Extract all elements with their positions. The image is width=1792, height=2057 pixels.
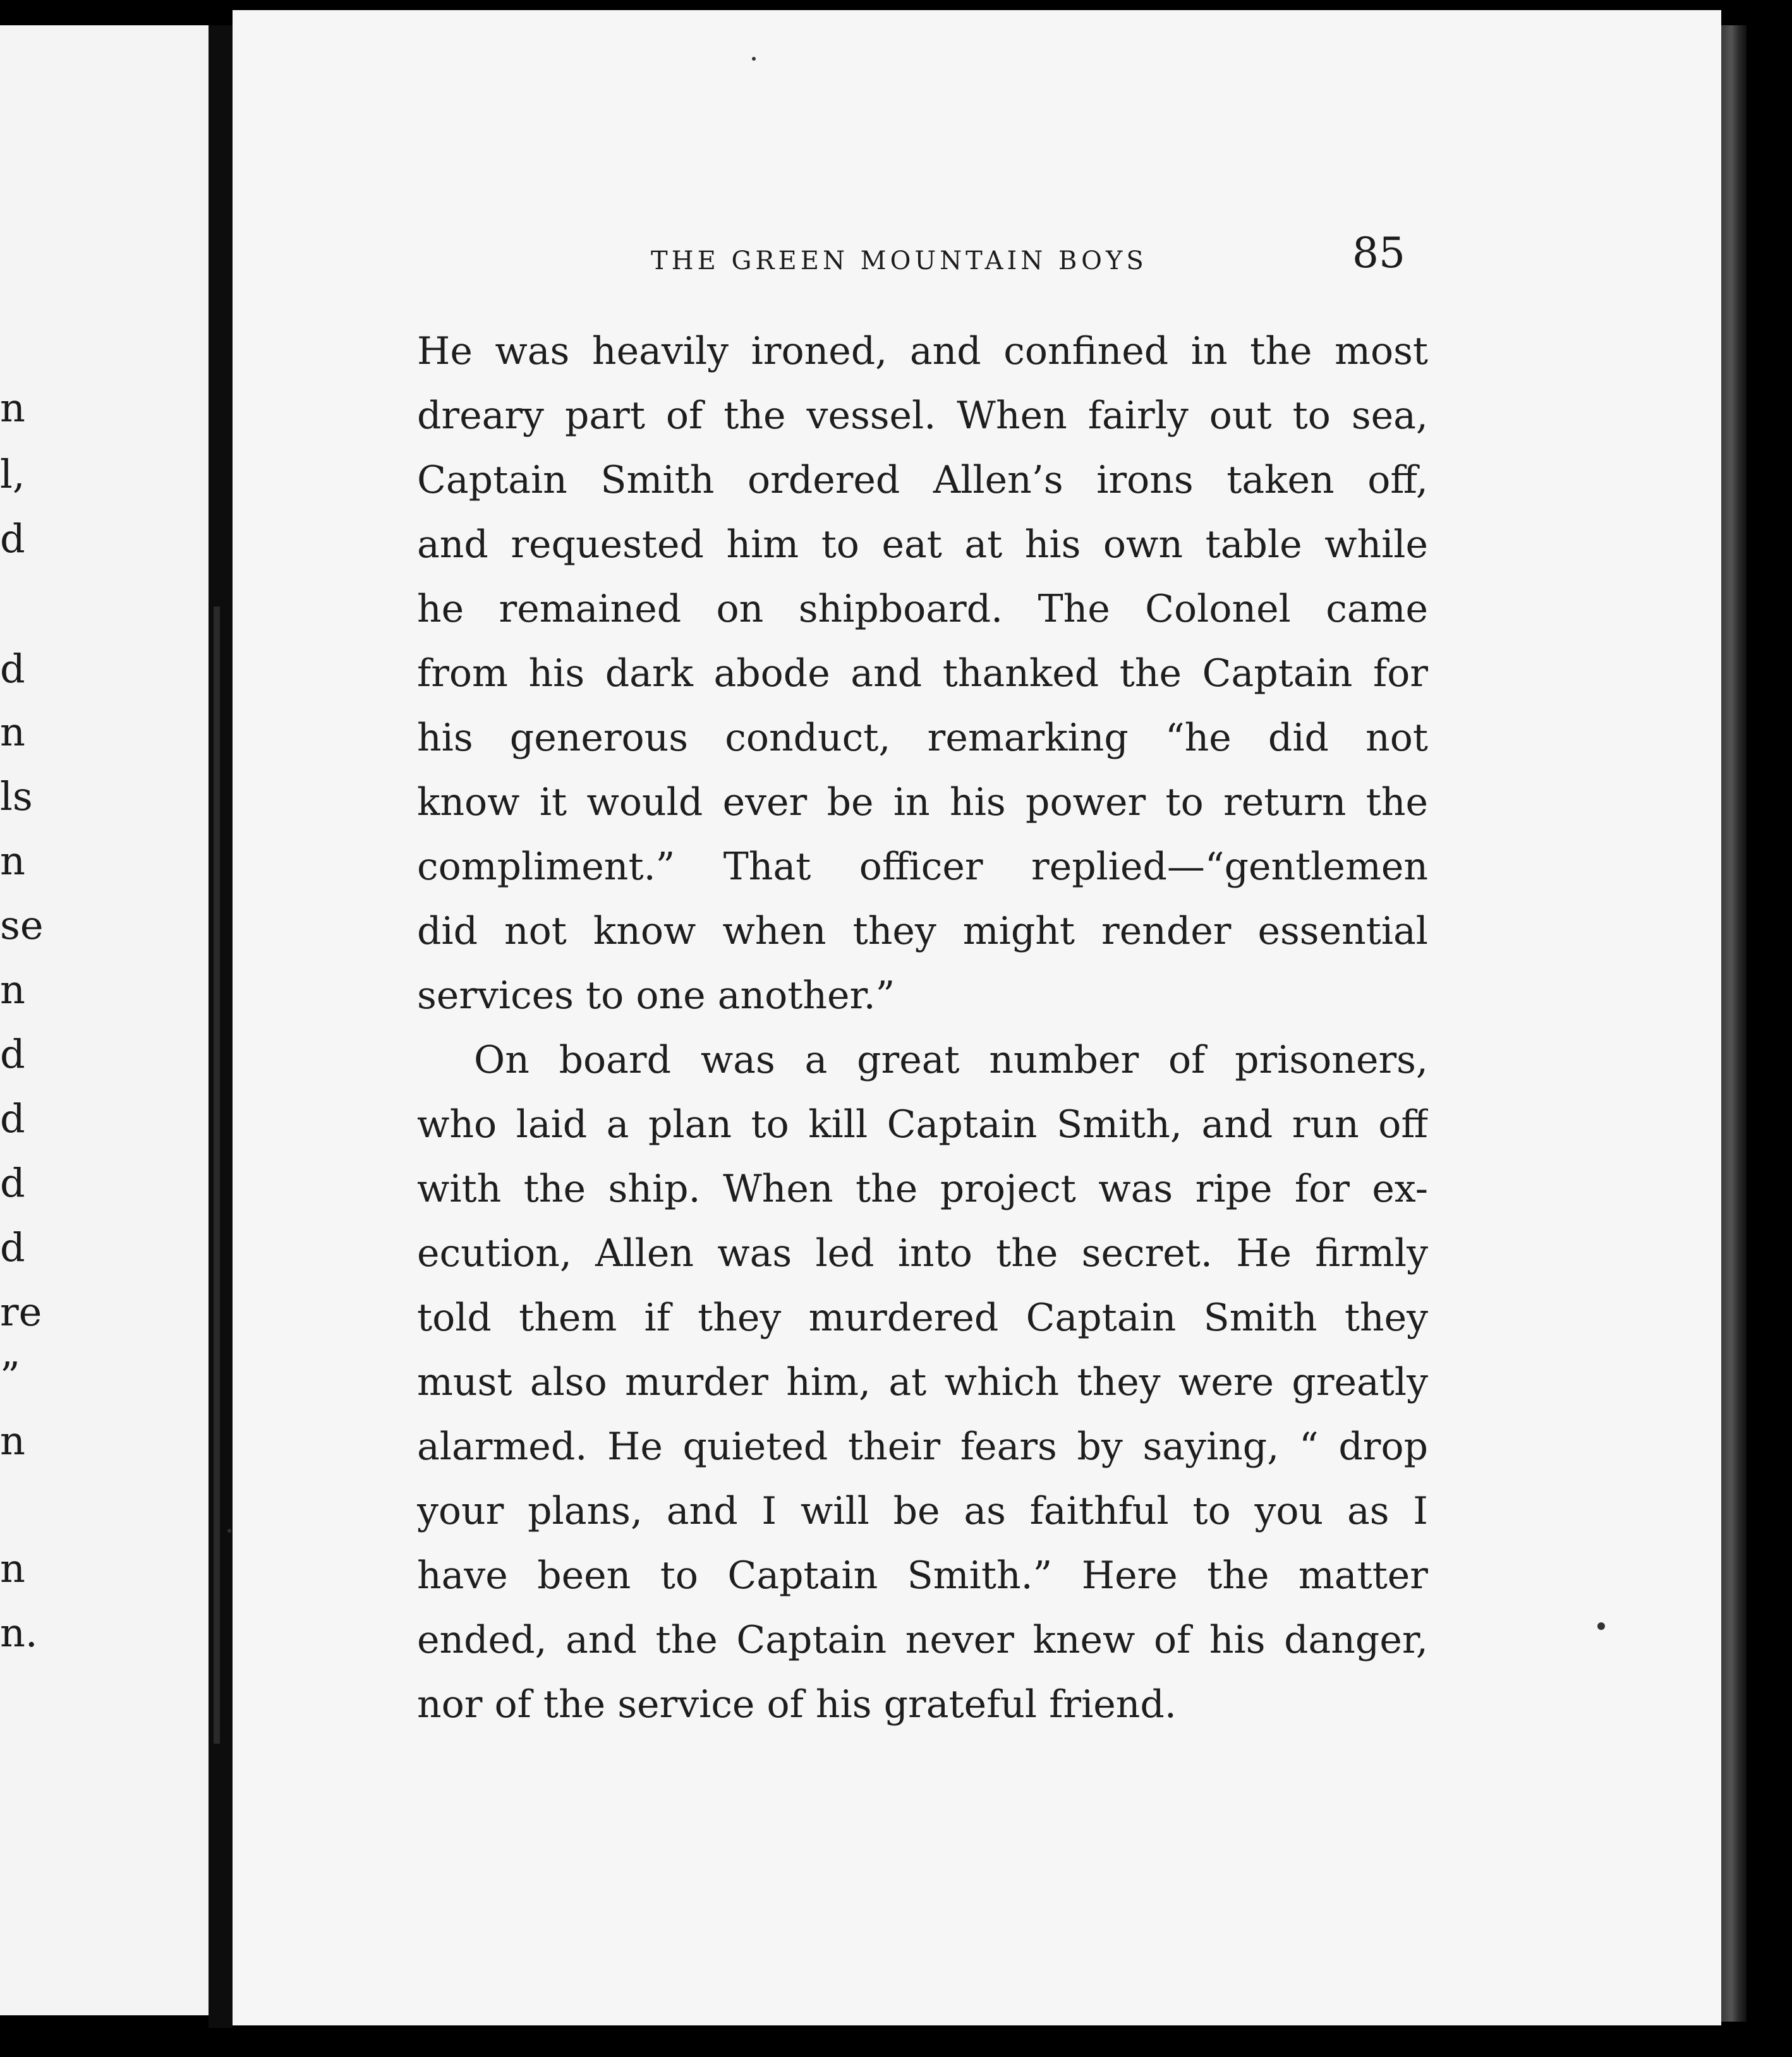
dust-speck	[227, 1529, 231, 1533]
running-head: THE GREEN MOUNTAIN BOYS	[651, 246, 1147, 275]
text-line: know it would ever be in his power to return the	[417, 780, 1428, 824]
page-edge	[1721, 25, 1747, 2022]
left-page-fragment: d	[0, 1224, 25, 1270]
left-page-fragment: n	[0, 385, 25, 431]
text-line: your plans, and I will be as faithful to you as I	[417, 1489, 1428, 1533]
text-line: have been to Captain Smith.” Here the matter	[417, 1553, 1428, 1598]
gutter-shadow	[214, 606, 220, 1744]
text-line: his generous conduct, remarking “he did not	[417, 716, 1428, 760]
text-line: told them if they murdered Captain Smith they	[417, 1296, 1428, 1340]
dust-speck	[1597, 1622, 1605, 1630]
text-line: ecution, Allen was led into the secret. He firmly	[417, 1231, 1428, 1276]
text-line: he remained on shipboard. The Colonel came	[417, 587, 1428, 631]
book-gutter	[209, 25, 233, 2028]
page-number: 85	[1352, 229, 1405, 277]
text-line: must also murder him, at which they were greatly	[417, 1360, 1428, 1404]
left-page-fragment: ls	[0, 773, 33, 819]
text-line: nor of the service of his grateful friend.	[417, 1682, 1177, 1727]
left-page-fragment: n	[0, 967, 25, 1013]
text-line: did not know when they might render essential	[417, 909, 1428, 953]
left-page-fragment: d	[0, 1095, 25, 1142]
text-line: who laid a plan to kill Captain Smith, and run off	[417, 1102, 1428, 1147]
text-line: dreary part of the vessel. When fairly out to sea,	[417, 394, 1428, 438]
paragraph-2	[417, 1028, 1428, 1737]
text-line: ended, and the Captain never knew of his danger,	[417, 1618, 1428, 1662]
left-page-fragment: n	[0, 1418, 25, 1464]
left-page	[0, 25, 209, 2015]
body-text	[417, 319, 1428, 1737]
text-line: On board was a great number of prisoners,	[474, 1038, 1428, 1082]
left-page-fragment: d	[0, 516, 25, 562]
text-line: He was heavily ironed, and confined in the most	[417, 329, 1428, 373]
text-line: Captain Smith ordered Allen’s irons taken off,	[417, 458, 1428, 502]
left-page-fragment: d	[0, 1160, 25, 1206]
paragraph-1	[417, 319, 1428, 1028]
text-line: with the ship. When the project was ripe for ex-	[417, 1167, 1428, 1211]
text-line: from his dark abode and thanked the Captain for	[417, 651, 1428, 696]
left-page-fragment: ”	[0, 1353, 20, 1399]
left-page-fragment: d	[0, 1031, 25, 1077]
left-page-fragment: n	[0, 709, 25, 755]
text-line: services to one another.”	[417, 974, 895, 1018]
left-page-fragment: re	[0, 1289, 42, 1335]
text-line: and requested him to eat at his own table while	[417, 522, 1428, 567]
text-line: alarmed. He quieted their fears by saying, “ drop	[417, 1425, 1428, 1469]
left-page-fragment: d	[0, 646, 25, 692]
left-page-fragment: l,	[0, 451, 25, 497]
dust-speck	[752, 57, 756, 61]
left-page-fragment: se	[0, 902, 44, 948]
text-line: compliment.” That officer replied—“gentlemen	[417, 845, 1428, 889]
left-page-fragment: n.	[0, 1610, 38, 1656]
left-page-fragment: n	[0, 1545, 25, 1591]
left-page-fragment: n	[0, 838, 25, 884]
